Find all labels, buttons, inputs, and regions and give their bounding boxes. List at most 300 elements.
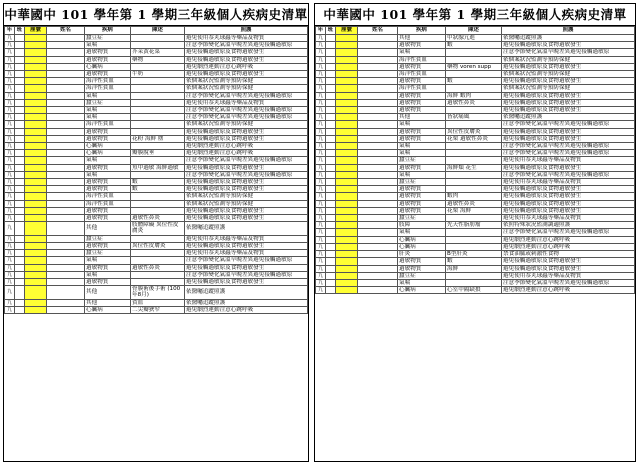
care-cell: 依個案狀況監測等預防保健 — [502, 85, 635, 92]
care-cell: 避免接觸過敏原及食物過敏發生 — [185, 135, 308, 142]
class-cell — [15, 179, 25, 186]
name-cell — [358, 207, 398, 214]
table-row — [316, 215, 635, 222]
care-cell: 避免接觸過敏原及食物過敏發生 — [502, 92, 635, 99]
class-cell — [15, 49, 25, 56]
disease-cell: 氣喘 — [398, 121, 446, 128]
seat-cell — [336, 107, 358, 114]
table-row — [5, 99, 308, 106]
disease-cell: 海洋性貧血 — [398, 85, 446, 92]
class-cell — [15, 278, 25, 285]
disease-cell: 過敏物質 — [398, 42, 446, 49]
care-cell: 注意季節變化氣溫早晚差異避免接觸過敏原 — [185, 271, 308, 278]
seat-cell — [336, 200, 358, 207]
class-cell — [326, 243, 336, 250]
table-row — [5, 193, 308, 200]
disease-cell: 過敏物質 — [85, 128, 131, 135]
seat-cell — [25, 200, 47, 207]
class-cell — [15, 143, 25, 150]
header-name: 姓名 — [358, 27, 398, 35]
care-cell: 避免接觸過敏原及食物過敏發生 — [502, 99, 635, 106]
name-cell — [47, 179, 85, 186]
statement-cell: 甲狀腺亢進 — [446, 35, 502, 42]
statement-cell: 藥物 — [131, 56, 185, 63]
class-cell — [326, 236, 336, 243]
seat-cell — [336, 171, 358, 178]
statement-cell — [131, 193, 185, 200]
disease-cell: 氣喘 — [398, 229, 446, 236]
name-cell — [358, 193, 398, 200]
disease-cell: 心臟病 — [398, 236, 446, 243]
table-row — [316, 200, 635, 207]
header-seat: 座號 — [336, 27, 358, 35]
grade-cell: 九 — [5, 257, 15, 264]
care-cell: 避免使用萘丸球蟲等藥品及物質 — [185, 250, 308, 257]
grade-cell: 九 — [5, 128, 15, 135]
grade-cell: 九 — [5, 306, 15, 313]
table-row — [316, 287, 635, 294]
table-row — [5, 85, 308, 92]
statement-cell — [446, 179, 502, 186]
table-row — [316, 107, 635, 114]
grade-cell: 九 — [5, 56, 15, 63]
class-cell — [326, 56, 336, 63]
name-cell — [47, 42, 85, 49]
care-cell: 避免接觸過敏原及食物過敏發生 — [502, 207, 635, 214]
left-table-body — [5, 35, 308, 314]
grade-cell: 九 — [5, 171, 15, 178]
statement-cell: 二尖瓣狹窄 — [131, 306, 185, 313]
name-cell — [47, 171, 85, 178]
care-cell: 避免使用萘丸球蟲等藥品及物質 — [502, 272, 635, 279]
grade-cell: 九 — [316, 215, 326, 222]
class-cell — [15, 200, 25, 207]
disease-cell: 海洋性貧血 — [85, 193, 131, 200]
care-cell: 避免接觸過敏原及食物過敏發生 — [502, 265, 635, 272]
statement-cell — [446, 85, 502, 92]
name-cell — [47, 157, 85, 164]
table-row — [316, 265, 635, 272]
care-cell: 避免劇烈運動注意心跳呼吸 — [502, 236, 635, 243]
disease-cell: 過敏物質 — [398, 200, 446, 207]
disease-cell: 蠶豆症 — [85, 35, 131, 42]
grade-cell: 九 — [316, 279, 326, 286]
name-cell — [358, 121, 398, 128]
grade-cell: 九 — [5, 49, 15, 56]
statement-cell — [131, 207, 185, 214]
seat-cell — [25, 114, 47, 121]
name-cell — [47, 200, 85, 207]
grade-cell: 九 — [316, 179, 326, 186]
disease-cell: 其他 — [398, 35, 446, 42]
seat-cell — [336, 236, 358, 243]
grade-cell: 九 — [316, 78, 326, 85]
care-cell: 避免接觸過敏原及食物過敏發生 — [502, 128, 635, 135]
statement-cell — [446, 236, 502, 243]
table-row — [316, 42, 635, 49]
statement-cell: 海鮮 蝦肉 — [446, 92, 502, 99]
statement-cell — [131, 235, 185, 242]
table-row — [5, 56, 308, 63]
name-cell — [47, 35, 85, 42]
seat-cell — [25, 135, 47, 142]
table-row — [5, 179, 308, 186]
grade-cell: 九 — [316, 114, 326, 121]
seat-cell — [25, 85, 47, 92]
care-cell: 注意季節變化氣溫早晚差異避免接觸過敏原 — [185, 171, 308, 178]
table-row — [5, 222, 308, 235]
disease-cell: 過敏物質 — [398, 92, 446, 99]
class-cell — [326, 49, 336, 56]
name-cell — [358, 92, 398, 99]
name-cell — [358, 265, 398, 272]
class-cell — [15, 271, 25, 278]
name-cell — [47, 222, 85, 235]
grade-cell: 九 — [5, 85, 15, 92]
class-cell — [326, 186, 336, 193]
grade-cell: 九 — [316, 121, 326, 128]
name-cell — [47, 78, 85, 85]
disease-cell: 過敏物質 — [85, 242, 131, 249]
header-statement: 陳述 — [131, 27, 185, 35]
right-header-row — [316, 27, 635, 35]
name-cell — [47, 242, 85, 249]
name-cell — [358, 85, 398, 92]
name-cell — [47, 235, 85, 242]
disease-cell: 氣喘 — [398, 150, 446, 157]
statement-cell: 過敏性鼻炎 — [131, 215, 185, 222]
disease-cell: 心臟病 — [85, 143, 131, 150]
statement-cell — [131, 250, 185, 257]
disease-cell: 氣喘 — [398, 143, 446, 150]
class-cell — [15, 186, 25, 193]
disease-cell: 過敏物質 — [85, 207, 131, 214]
care-cell: 依醫囑追蹤照護 — [185, 286, 308, 299]
table-row — [5, 299, 308, 306]
seat-cell — [25, 150, 47, 157]
name-cell — [47, 99, 85, 106]
grade-cell: 九 — [316, 272, 326, 279]
table-row — [316, 164, 635, 171]
disease-cell: 氣喘 — [85, 257, 131, 264]
care-cell: 避免接觸過敏原及食物過敏發生 — [185, 179, 308, 186]
grade-cell: 九 — [5, 250, 15, 257]
care-cell: 注意季節變化氣溫早晚差異避免接觸過敏原 — [185, 107, 308, 114]
grade-cell: 九 — [316, 99, 326, 106]
disease-cell: 心臟病 — [85, 150, 131, 157]
class-cell — [15, 193, 25, 200]
statement-cell — [131, 128, 185, 135]
grade-cell: 九 — [5, 278, 15, 285]
table-row — [316, 179, 635, 186]
grade-cell: 九 — [5, 78, 15, 85]
care-cell: 依個案狀況監測等預防保健 — [185, 78, 308, 85]
class-cell — [326, 215, 336, 222]
table-row — [316, 56, 635, 63]
class-cell — [326, 107, 336, 114]
statement-cell — [131, 63, 185, 70]
care-cell: 注意季節變化氣溫早晚差異避免接觸過敏原 — [502, 229, 635, 236]
table-row — [316, 157, 635, 164]
table-row — [316, 85, 635, 92]
class-cell — [15, 92, 25, 99]
table-row — [316, 150, 635, 157]
class-cell — [15, 63, 25, 70]
table-row — [5, 164, 308, 171]
care-cell: 避免接觸過敏原及食物過敏發生 — [502, 78, 635, 85]
table-row — [5, 157, 308, 164]
seat-cell — [336, 121, 358, 128]
table-row — [5, 306, 308, 313]
seat-cell — [336, 49, 358, 56]
class-cell — [15, 215, 25, 222]
seat-cell — [336, 128, 358, 135]
table-row — [5, 42, 308, 49]
care-cell: 避免劇烈運動注意心跳呼吸 — [185, 143, 308, 150]
disease-cell: 過敏物質 — [85, 56, 131, 63]
class-cell — [326, 200, 336, 207]
class-cell — [326, 99, 336, 106]
table-row — [5, 242, 308, 249]
name-cell — [358, 200, 398, 207]
grade-cell: 九 — [316, 287, 326, 294]
care-cell: 依個案狀況監測等預防保健 — [185, 200, 308, 207]
name-cell — [358, 222, 398, 229]
class-cell — [15, 306, 25, 313]
care-cell: 避免使用萘丸球蟲等藥品及物質 — [185, 35, 308, 42]
seat-cell — [336, 78, 358, 85]
table-row — [5, 271, 308, 278]
disease-cell: 過敏物質 — [85, 278, 131, 285]
class-cell — [326, 272, 336, 279]
grade-cell: 九 — [5, 121, 15, 128]
class-cell — [326, 143, 336, 150]
class-cell — [15, 71, 25, 78]
table-row — [316, 99, 635, 106]
name-cell — [358, 35, 398, 42]
statement-cell: 牛奶 — [131, 71, 185, 78]
name-cell — [47, 135, 85, 142]
grade-cell: 九 — [5, 35, 15, 42]
disease-cell: 氣喘 — [85, 271, 131, 278]
care-cell: 注意季節變化氣溫早晚差異避免接觸過敏原 — [502, 121, 635, 128]
disease-cell: 過敏物質 — [85, 215, 131, 222]
class-cell — [326, 171, 336, 178]
disease-cell: 過敏物質 — [85, 179, 131, 186]
disease-cell: 氣喘 — [85, 171, 131, 178]
name-cell — [47, 264, 85, 271]
class-cell — [326, 42, 336, 49]
grade-cell: 九 — [316, 85, 326, 92]
care-cell: 依個案狀況監測等預防保健 — [502, 56, 635, 63]
disease-cell: 氣喘 — [398, 279, 446, 286]
table-row — [5, 78, 308, 85]
name-cell — [47, 193, 85, 200]
grade-cell: 九 — [5, 107, 15, 114]
class-cell — [326, 179, 336, 186]
grade-cell: 九 — [316, 251, 326, 258]
name-cell — [358, 78, 398, 85]
seat-cell — [336, 42, 358, 49]
disease-cell: 海洋性貧血 — [85, 78, 131, 85]
care-cell: 避免使用萘丸球蟲等藥品及物質 — [185, 99, 308, 106]
name-cell — [47, 121, 85, 128]
grade-cell: 九 — [316, 265, 326, 272]
table-row — [5, 186, 308, 193]
disease-cell: 氣喘 — [398, 171, 446, 178]
grade-cell: 九 — [316, 92, 326, 99]
seat-cell — [25, 278, 47, 285]
name-cell — [358, 128, 398, 135]
disease-cell: 心臟病 — [398, 243, 446, 250]
statement-cell: 異位性皮膚炎 — [446, 128, 502, 135]
class-cell — [15, 250, 25, 257]
care-cell: 避免接觸過敏原及食物過敏發生 — [502, 200, 635, 207]
class-cell — [15, 114, 25, 121]
class-cell — [15, 42, 25, 49]
seat-cell — [336, 150, 358, 157]
care-cell: 避免接觸過敏原及食物過敏發生 — [502, 164, 635, 171]
grade-cell: 九 — [5, 264, 15, 271]
name-cell — [47, 143, 85, 150]
class-cell — [15, 128, 25, 135]
seat-cell — [336, 85, 358, 92]
grade-cell: 九 — [5, 299, 15, 306]
name-cell — [47, 71, 85, 78]
disease-cell: 氣喘 — [85, 114, 131, 121]
seat-cell — [336, 92, 358, 99]
care-cell: 依醫囑追蹤照護 — [185, 299, 308, 306]
statement-cell — [131, 121, 185, 128]
class-cell — [326, 193, 336, 200]
statement-cell — [131, 114, 185, 121]
class-cell — [15, 150, 25, 157]
grade-cell: 九 — [316, 143, 326, 150]
statement-cell — [446, 229, 502, 236]
name-cell — [47, 49, 85, 56]
statement-cell: 蝦 — [131, 186, 185, 193]
table-row — [5, 114, 308, 121]
name-cell — [358, 107, 398, 114]
table-row — [316, 207, 635, 214]
class-cell — [15, 235, 25, 242]
class-cell — [15, 164, 25, 171]
seat-cell — [25, 92, 47, 99]
statement-cell — [446, 279, 502, 286]
disease-cell: 海洋性貧血 — [398, 56, 446, 63]
grade-cell: 九 — [5, 42, 15, 49]
class-cell — [15, 286, 25, 299]
table-row — [5, 128, 308, 135]
disease-cell: 蠶豆症 — [398, 179, 446, 186]
disease-cell: 海洋性貧血 — [85, 121, 131, 128]
statement-cell: 魚甲過敏 海鮮過敏 — [131, 164, 185, 171]
seat-cell — [25, 35, 47, 42]
class-cell — [15, 207, 25, 214]
class-cell — [326, 287, 336, 294]
grade-cell: 九 — [5, 186, 15, 193]
seat-cell — [25, 207, 47, 214]
care-cell: 避免接觸過敏原及食物過敏發生 — [185, 186, 308, 193]
seat-cell — [25, 264, 47, 271]
table-row — [316, 222, 635, 229]
seat-cell — [25, 171, 47, 178]
statement-cell: 蝦 — [131, 179, 185, 186]
grade-cell: 九 — [316, 193, 326, 200]
class-cell — [15, 242, 25, 249]
care-cell: 注意季節變化氣溫早晚差異避免接觸過敏原 — [185, 257, 308, 264]
statement-cell: 過敏性鼻炎 — [446, 200, 502, 207]
care-cell: 注意季節變化氣溫早晚差異避免接觸過敏原 — [502, 171, 635, 178]
statement-cell: 先天性脂肪瘤 — [446, 222, 502, 229]
disease-cell: 蠶豆症 — [398, 157, 446, 164]
name-cell — [358, 236, 398, 243]
table-row — [316, 121, 635, 128]
left-header-row — [5, 27, 308, 35]
name-cell — [47, 56, 85, 63]
name-cell — [358, 229, 398, 236]
seat-cell — [25, 49, 47, 56]
seat-cell — [336, 193, 358, 200]
seat-cell — [336, 265, 358, 272]
table-row — [5, 278, 308, 285]
statement-cell: 貧血 — [131, 299, 185, 306]
care-cell: 依個案狀況監測等預防保健 — [185, 121, 308, 128]
name-cell — [358, 258, 398, 265]
class-cell — [15, 257, 25, 264]
statement-cell — [131, 85, 185, 92]
disease-cell: 過敏物質 — [85, 71, 131, 78]
care-cell: 避免接觸過敏原及食物過敏發生 — [185, 278, 308, 285]
name-cell — [358, 99, 398, 106]
class-cell — [15, 135, 25, 142]
seat-cell — [336, 35, 358, 42]
grade-cell: 九 — [316, 229, 326, 236]
care-cell: 注意季節變化氣溫早晚差異避免接觸過敏原 — [502, 279, 635, 286]
table-row — [5, 215, 308, 222]
grade-cell: 九 — [5, 222, 15, 235]
grade-cell: 九 — [5, 193, 15, 200]
table-row — [316, 71, 635, 78]
statement-cell — [131, 42, 185, 49]
name-cell — [358, 272, 398, 279]
statement-cell — [446, 71, 502, 78]
statement-cell — [131, 271, 185, 278]
grade-cell: 九 — [316, 171, 326, 178]
grade-cell: 九 — [316, 63, 326, 70]
seat-cell — [336, 258, 358, 265]
seat-cell — [25, 193, 47, 200]
table-row — [316, 128, 635, 135]
name-cell — [47, 128, 85, 135]
table-row — [5, 171, 308, 178]
class-cell — [326, 114, 336, 121]
seat-cell — [25, 222, 47, 235]
care-cell: 避免接觸過敏原及食物過敏發生 — [502, 186, 635, 193]
name-cell — [47, 85, 85, 92]
seat-cell — [336, 272, 358, 279]
grade-cell: 九 — [316, 186, 326, 193]
grade-cell: 九 — [5, 242, 15, 249]
name-cell — [47, 164, 85, 171]
table-row — [316, 49, 635, 56]
statement-cell — [131, 157, 185, 164]
grade-cell: 九 — [316, 200, 326, 207]
left-disease-table — [4, 26, 308, 314]
statement-cell: 蝦 — [446, 42, 502, 49]
seat-cell — [25, 306, 47, 313]
care-cell: 避免劇烈運動注意心跳呼吸 — [502, 287, 635, 294]
